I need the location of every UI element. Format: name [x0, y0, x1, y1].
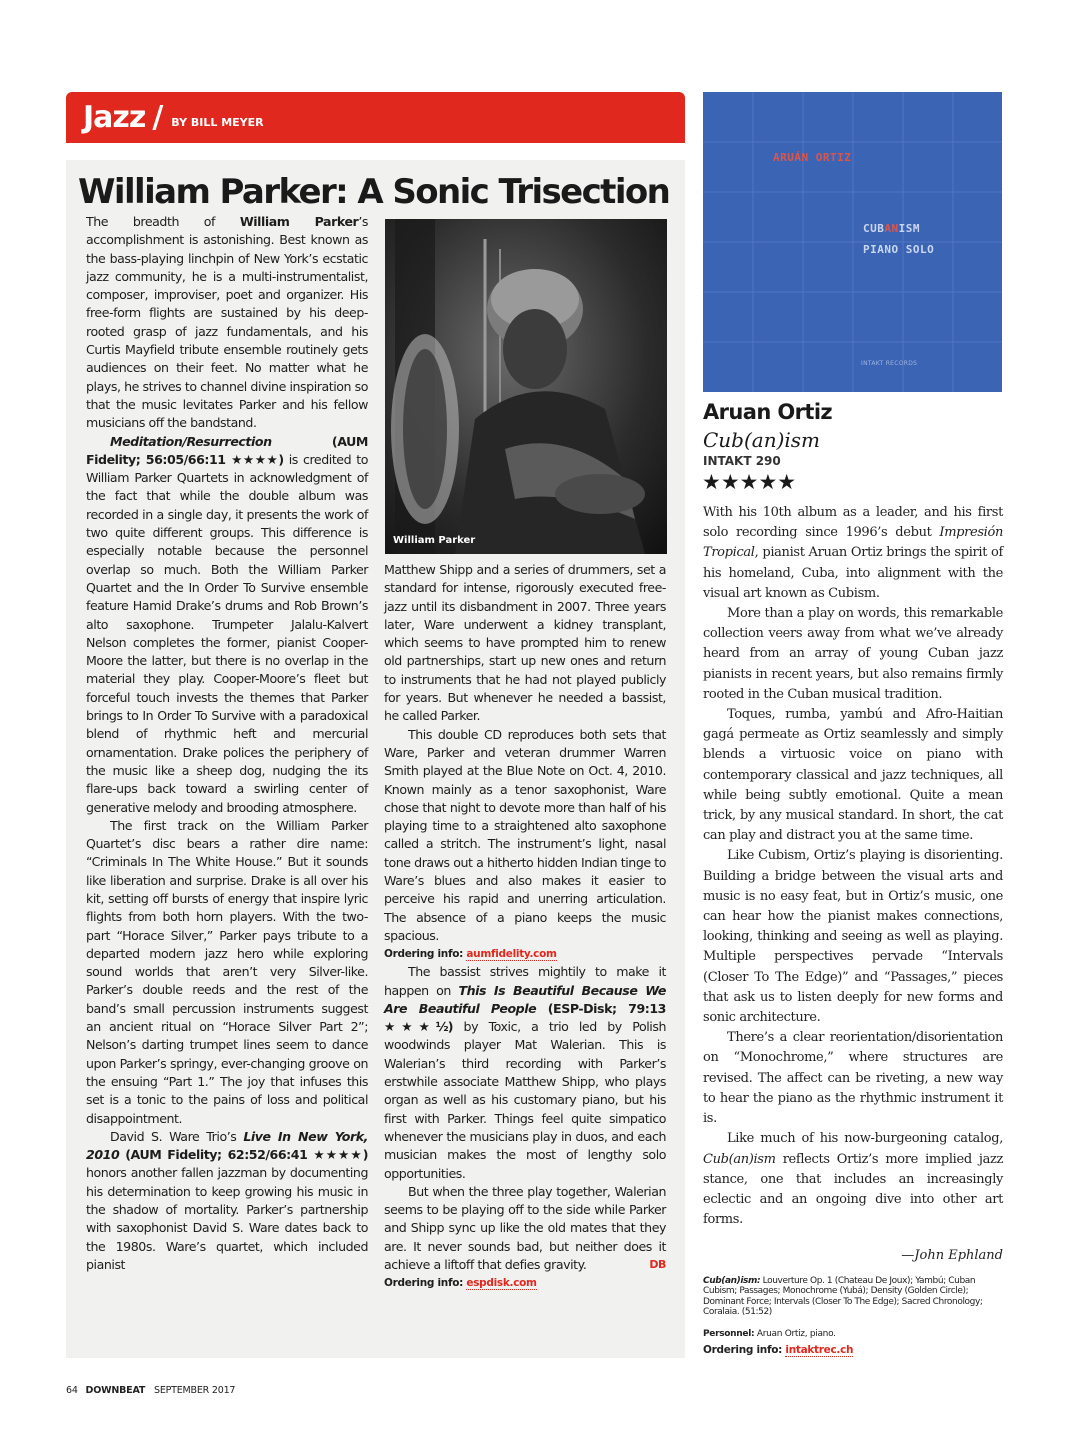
review-album-title: Cub(an)ism — [703, 428, 821, 452]
review-artist: Aruan Ortiz — [703, 400, 833, 424]
cover-label: INTAKT RECORDS — [861, 360, 918, 367]
album-title: Live In New York, 2010 — [86, 1128, 368, 1163]
personnel: Personnel: Aruan Ortiz, piano. — [703, 1329, 836, 1339]
article-column-2 — [384, 561, 666, 1292]
cover-subtitle: PIANO SOLO — [863, 243, 935, 256]
cover-title: CUBANISM PIANO SOLO — [863, 222, 935, 256]
signoff: DB — [649, 1257, 666, 1271]
star-rating: ★★★★ — [313, 1147, 363, 1163]
ordering-link[interactable]: aumfidelity.com — [466, 948, 557, 961]
review-label: INTAKT 290 — [703, 454, 781, 468]
paragraph: Like much of his now-burgeoning catalog, Cub(an)ism reflects Ortiz’s more implied jazz stance, one that includes an increasingly eclectic and an ongoing dive into other art forms. — [703, 1131, 1003, 1228]
cover-grid — [703, 92, 1002, 392]
section-header — [66, 92, 685, 143]
paragraph: David S. Ware Trio’s Live In New York, 2010 (AUM Fidelity; 62:52/66:41 ★★★★) honors another fallen jazzman by documenting his determination to keep growing his music in the shadow of mortality. Parker’s partnership with saxophonist David S. Ware dates back to the 1980s. Ware’s quartet, which included pianist — [86, 1128, 368, 1272]
ordering-link[interactable]: espdisk.com — [466, 1277, 537, 1290]
ordering-info: Ordering info: aumfidelity.com — [384, 948, 557, 961]
tracklist: Cub(an)ism: Louverture Op. 1 (Chateau De Joux); Yambú; Cuban Cubism; Passages; Monochrome (Yubá); Density (Golden Circle); Dominant Force; Intervals (Closer To The Edge); Sacred Chronology; Coralaia. (51:52) — [703, 1276, 983, 1317]
paragraph: Meditation/Resurrection (AUM Fidelity; 56:05/66:11 ★★★★) is credited to William Parker Quartets in acknowledgment of the fact that while the double album was recorded in a single day, it presents the work of two quite different groups. This difference is especially notable because the personnel overlap so much. Both the William Parker Quartet and the In Order To Survive ensemble feature Hamid Drake’s drums and Rob Brown’s alto saxophone. Trumpeter Jalalu-Kalvert Nelson completes the former, pianist Cooper-Moore the latter, but there is no overlap in the material they play. Cooper-Moore’s fleet but forceful touch invests the themes that Parker brings to In Order To Survive with a paradoxical blend of rhythmic heft and mercurial ornamentation. Drake polices the periphery of the music like a sheep dog, nudging the its flare-ups back toward a swirling center of generative melody and brooding atmosphere. — [86, 433, 368, 815]
album-cover — [703, 92, 1002, 392]
cover-artist: ARUÁN ORTIZ — [773, 151, 852, 164]
article-column-1 — [86, 213, 368, 1274]
page-footer — [66, 1385, 235, 1396]
paragraph: The first track on the William Parker Quartet’s disc bears a rather dire name: “Criminals In The White House.” But it sounds like liberation and surprise. Drake is all over his kit, setting off bursts of energy that inspire lyric flights from both horn players. With the two-part “Horace Silver,” Parker pays tribute to a departed modern jazz hero while exploring sound worlds that aren’t very Silver-like. Parker’s double reeds and the rest of the band’s small percussion instruments suggest an ancient ritual on “Horace Silver Part 2”; Nelson’s darting trumpet lines seem to dance upon Parker’s springy, ever-changing groove on the ensuing “Part 1.” The joy that infuses this set is a tonic to the pains of loss and political disappointment. — [86, 817, 368, 1126]
paragraph: More than a play on words, this remarkable collection veers away from what we’ve already heard from an array of young Cuban jazz pianists in recent years, but also remains firmly rooted in the Cuban musical tradition. — [703, 606, 1003, 702]
ordering-link[interactable]: intaktrec.ch — [785, 1344, 854, 1356]
paragraph: With his 10th album as a leader, and his first solo recording since 1996’s debut Impresión Tropical, pianist Aruan Ortiz brings the spirit of his homeland, Cuba, into alignment with the visual art known as Cubism. — [703, 505, 1003, 601]
review-star-rating: ★★★★★ — [702, 471, 797, 494]
magazine-name: DOWNBEAT — [85, 1385, 146, 1396]
photo-caption: William Parker — [393, 535, 476, 546]
section-slash: / — [152, 100, 164, 135]
william-parker-photo — [385, 219, 667, 554]
paragraph: The bassist strives mightily to make it happen on This Is Beautiful Because We Are Beautiful People (ESP-Disk; 79:13 ★★★½) by Toxic, a trio led by Polish woodwinds player Mat Walerian. This is Walerian’s third recording with Parker’s erstwhile associate Matthew Shipp, who plays organ as well as his customary piano, but his first with Parker. Things feel quite simpatico whenever the musicians play in duos, and each musician makes the most of lengthy solo opportunities. — [384, 964, 666, 1181]
album-title: Meditation/Resurrection — [110, 433, 272, 449]
star-rating: ★★★½ — [384, 1019, 448, 1035]
paragraph: Like Cubism, Ortiz’s playing is disorienting. Building a bridge between the visual arts and music is no easy feat, but in Ortiz’s music, one can hear how the pianist makes connections, looking, thinking and seeing as well as playing. Multiple perspectives pervade “Intervals (Closer To The Edge)” and “Passages,” pieces that ask us to listen deeply for new forms and sonic architecture. — [703, 848, 1003, 1026]
issue-date: SEPTEMBER 2017 — [153, 1385, 236, 1396]
paragraph: Matthew Shipp and a series of drummers, set a standard for intense, rigorously executed free-jazz until its disbandment in 2007. Three years later, Ware underwent a kidney transplant, which seems to have prompted him to renew old partnerships, start up new ones and return to instruments that he had not played publicly for years. But whenever he needed a bassist, he called Parker. — [384, 562, 666, 724]
paragraph: Toques, rumba, yambú and Afro-Haitian gagá permeate as Ortiz seamlessly and simply blends a virtuosic voice on piano with contemporary classical and jazz techniques, all while being subtly emotional. Quite a mean trick, by any musical standard. In short, the cat can play and distract you at the same time. — [703, 707, 1003, 844]
page-number: 64 — [66, 1385, 78, 1396]
photo-image — [385, 219, 667, 554]
album-title: This Is Beautiful Because We Are Beautiful People — [384, 982, 666, 1016]
paragraph: There’s a clear reorientation/disorientation on “Monochrome,” where structures are revised. The affect can be riveting, a new way to hear the piano as the rhythmic instrument it is. — [703, 1030, 1003, 1127]
paragraph: The breadth of William Parker’s accomplishment is astonishing. Best known as the bass-playing linchpin of New York’s ecstatic jazz community, he is a multi-instrumentalist, composer, improviser, poet and organizer. His free-form flights are sustained by his deep-rooted grasp of jazz fundamentals, and his Curtis Mayfield tribute ensemble routinely gets audiences on their feet. No matter what he plays, he strives to channel divine inspiration so that the music levitates Parker and his fellow musicians off the bandstand. — [86, 214, 368, 431]
review-body — [703, 503, 1003, 1230]
ordering-info: Ordering info: espdisk.com — [384, 1277, 537, 1290]
ordering-info: Ordering info: intaktrec.ch — [703, 1344, 854, 1356]
paragraph: This double CD reproduces both sets that Ware, Parker and veteran drummer Warren Smith played at the Blue Note on Oct. 4, 2010. Known mainly as a tenor saxophonist, Ware chose that night to devote more than half of his playing time to a straightened alto saxophone called a stritch. The instrument’s light, nasal tone draws out a hitherto hidden Indian tinge to Ware’s blues and also makes it easier to perceive his rapid and unerring articulation. The absence of a piano keeps the music spacious. — [384, 726, 666, 943]
review-author: —John Ephland — [901, 1248, 1003, 1263]
byline: BY BILL MEYER — [171, 115, 264, 129]
article-headline: William Parker: A Sonic Trisection — [78, 172, 670, 212]
star-rating: ★★★★ — [231, 451, 279, 467]
paragraph: But when the three play together, Walerian seems to be playing off to the side while Parker and Shipp sync up like the old mates that they are. It never sounds bad, but neither does it achieve a liftoff that defies gravity. DB — [384, 1183, 666, 1274]
section-name: Jazz — [83, 100, 146, 135]
